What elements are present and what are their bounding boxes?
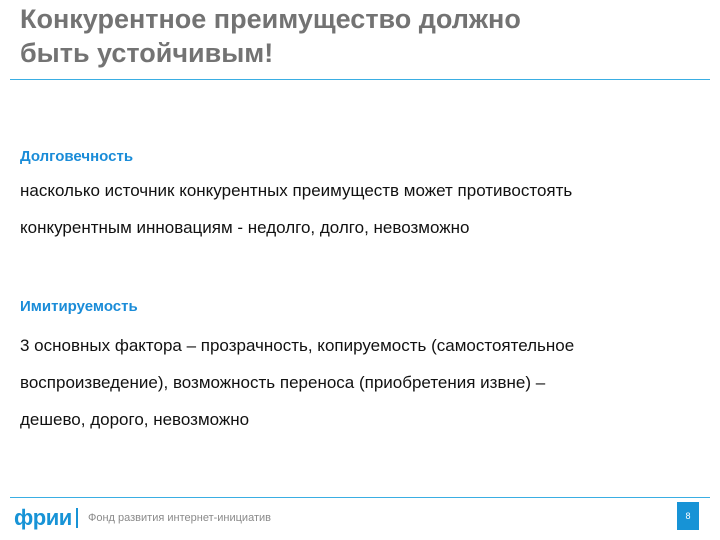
slide-title	[20, 2, 660, 70]
organization-name: Фонд развития интернет-инициатив	[88, 512, 271, 524]
logo-separator	[76, 508, 78, 528]
slide-title-line-2: быть устойчивым!	[20, 38, 274, 68]
section-text-line: 3 основных фактора – прозрачность, копируемость (самостоятельное	[20, 336, 575, 355]
section-heading-imitability: Имитируемость	[20, 298, 138, 315]
section-text-line: насколько источник конкурентных преимуществ может противостоять	[20, 181, 573, 200]
page-number-badge: 8	[677, 502, 699, 530]
section-text-durability	[20, 172, 710, 246]
title-divider	[10, 79, 710, 80]
section-text-line: воспроизведение), возможность переноса (приобретения извне) –	[20, 373, 546, 392]
footer-divider	[10, 497, 710, 498]
section-text-imitability	[20, 327, 710, 438]
section-text-line: конкурентным инновациям - недолго, долго, невозможно	[20, 218, 470, 237]
section-text-line: дешево, дорого, невозможно	[20, 410, 250, 429]
frii-logo: фрии	[14, 505, 72, 530]
section-heading-durability: Долговечность	[20, 148, 134, 165]
slide-title-line-1: Конкурентное преимущество должно	[20, 4, 521, 34]
